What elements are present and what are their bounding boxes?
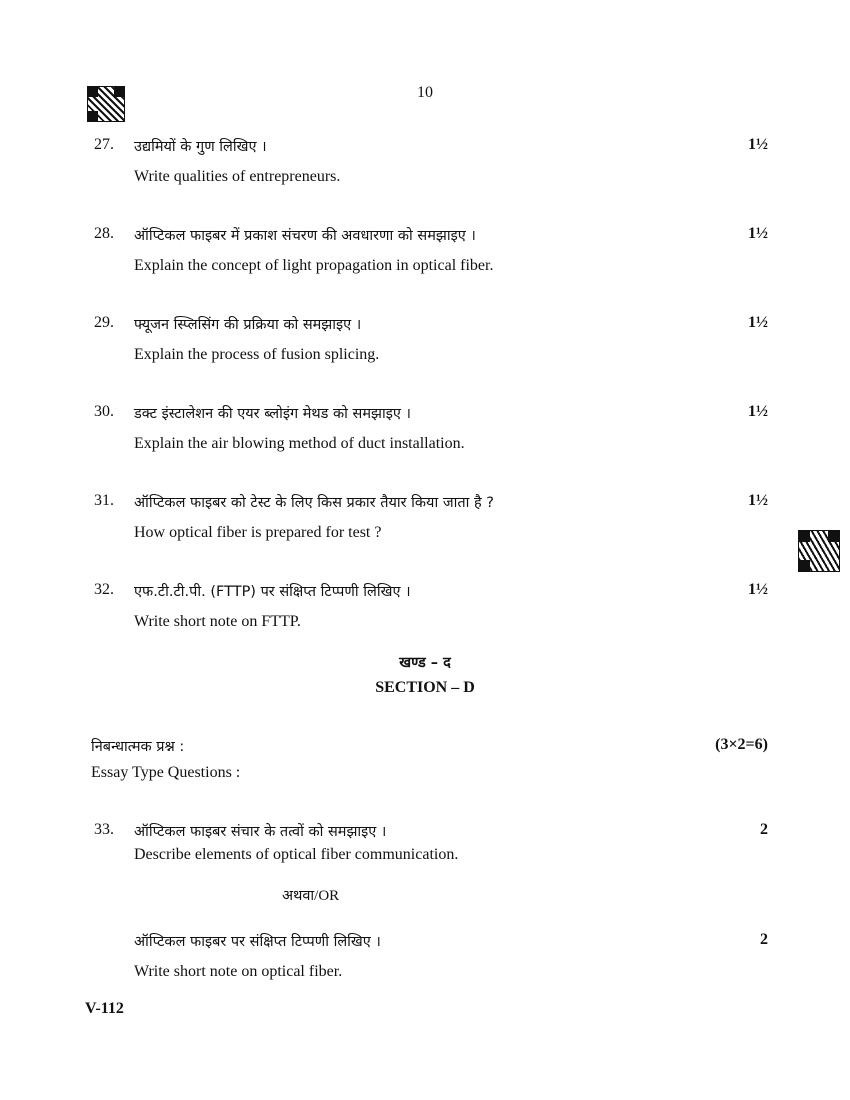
alternate-question-hindi: ऑप्टिकल फाइबर पर संक्षिप्त टिप्पणी लिखिए । [134, 934, 381, 950]
question-number: 31. [94, 492, 114, 509]
essay-label-hindi: निबन्धात्मक प्रश्न : [91, 739, 185, 755]
alternate-question-english: Write short note on optical fiber. [134, 963, 343, 980]
section-heading-english: SECTION – D [375, 679, 475, 696]
question-text-hindi: ऑप्टिकल फाइबर संचार के तत्वों को समझाइए । [134, 824, 387, 840]
question-marks: 1½ [748, 136, 768, 153]
question-marks: 2 [760, 821, 768, 838]
question-text-english: Explain the process of fusion splicing. [134, 346, 380, 363]
or-english: /OR [314, 888, 340, 904]
question-marks: 1½ [748, 314, 768, 331]
question-number: 32. [94, 581, 114, 598]
question-text-hindi: उद्यमियों के गुण लिखिए । [134, 139, 267, 155]
question-text-english: Explain the air blowing method of duct installation. [134, 435, 465, 452]
question-marks: 1½ [748, 403, 768, 420]
question-number: 28. [94, 225, 114, 242]
paper-code: V-112 [85, 1000, 124, 1017]
or-separator [282, 885, 339, 905]
question-number: 29. [94, 314, 114, 331]
question-text-hindi: एफ.टी.टी.पी. (FTTP) पर संक्षिप्त टिप्पणी लिखिए । [134, 584, 411, 600]
question-marks: 1½ [748, 581, 768, 598]
question-text-hindi: ऑप्टिकल फाइबर में प्रकाश संचरण की अवधारणा को समझाइए । [134, 228, 476, 244]
question-marks: 1½ [748, 492, 768, 509]
question-text-hindi: फ्यूजन स्प्लिसिंग की प्रक्रिया को समझाइए । [134, 317, 362, 333]
question-text-english: Write short note on FTTP. [134, 613, 301, 630]
alternate-question-marks: 2 [760, 931, 768, 948]
page-number: 10 [417, 84, 433, 101]
essay-label-english: Essay Type Questions : [91, 764, 241, 781]
question-marks: 1½ [748, 225, 768, 242]
question-number: 33. [94, 821, 114, 838]
question-text-hindi: ऑप्टिकल फाइबर को टेस्ट के लिए किस प्रकार तैयार किया जाता है ? [134, 495, 494, 511]
question-number: 30. [94, 403, 114, 420]
question-text-english: Describe elements of optical fiber communication. [134, 846, 459, 863]
qr-code-side [798, 530, 840, 572]
section-heading-hindi: खण्ड – द [399, 655, 451, 671]
question-text-hindi: डक्ट इंस्टालेशन की एयर ब्लोइंग मेथड को समझाइए । [134, 406, 411, 422]
question-text-english: Write qualities of entrepreneurs. [134, 168, 341, 185]
question-number: 27. [94, 136, 114, 153]
question-text-english: How optical fiber is prepared for test ? [134, 524, 382, 541]
question-text-english: Explain the concept of light propagation in optical fiber. [134, 257, 494, 274]
section-marks: (3×2=6) [715, 736, 768, 753]
or-hindi: अथवा [282, 888, 315, 904]
